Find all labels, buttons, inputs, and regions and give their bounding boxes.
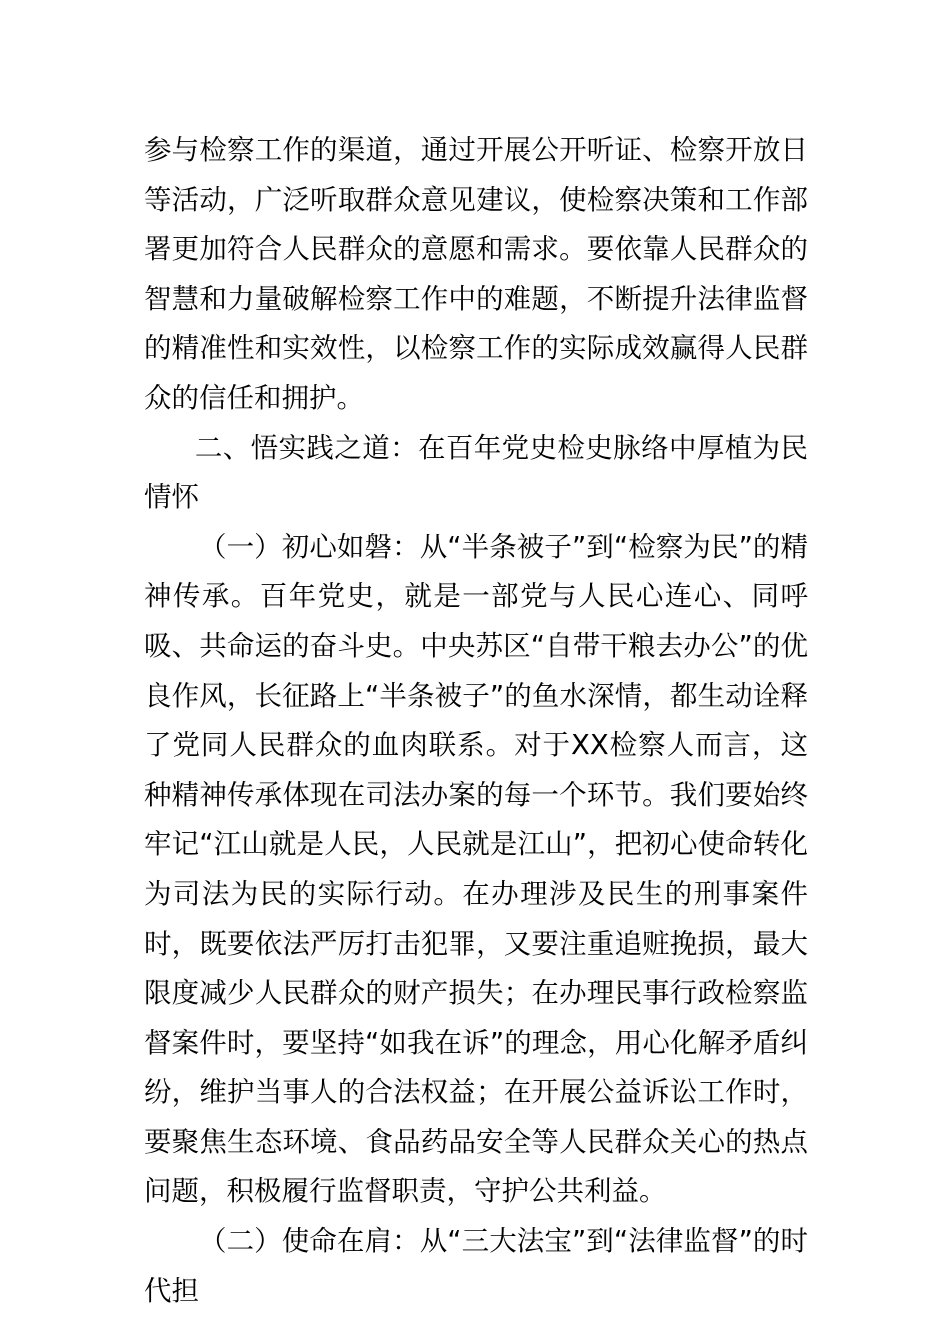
section-heading: 二、悟实践之道：在百年党史检史脉络中厚植为民情怀: [144, 431, 808, 514]
paragraph-subsection-two: （二）使命在肩：从“三大法宝”到“法律监督”的时代担: [144, 1225, 808, 1307]
paragraph-subsection-one: （一）初心如磐：从“半条被子”到“检察为民”的精神传承。百年党史，就是一部党与人民心连心、同呼吸、共命运的奋斗史。中央苏区“自带干粮去办公”的优良作风，长征路上“半条被子”的鱼水深情，都生动诠释了党同人民群众的血肉联系。对于XX检察人而言，这种精神传承体现在司法办案的每一个环节。我们要始终牢记“江山就是人民，人民就是江山”，把初心使命转化为司法为民的实际行动。在办理涉及民生的刑事案件时，既要依法严厉打击犯罪，又要注重追赃挽损，最大限度减少人民群众的财产损失；在办理民事行政检察监督案件时，要坚持“如我在诉”的理念，用心化解矛盾纠纷，维护当事人的合法权益；在开展公益诉讼工作时，要聚焦生态环境、食品药品安全等人民群众关心的热点问题，积极履行监督职责，守护公共利益。: [144, 530, 808, 1208]
paragraph-continuation: 参与检察工作的渠道，通过开展公开听证、检察开放日等活动，广泛听取群众意见建议，使检察决策和工作部署更加符合人民群众的意愿和需求。要依靠人民群众的智慧和力量破解检察工作中的难题，不断提升法律监督的精准性和实效性，以检察工作的实际成效赢得人民群众的信任和拥护。: [144, 134, 808, 414]
document-body: [144, 126, 808, 1316]
